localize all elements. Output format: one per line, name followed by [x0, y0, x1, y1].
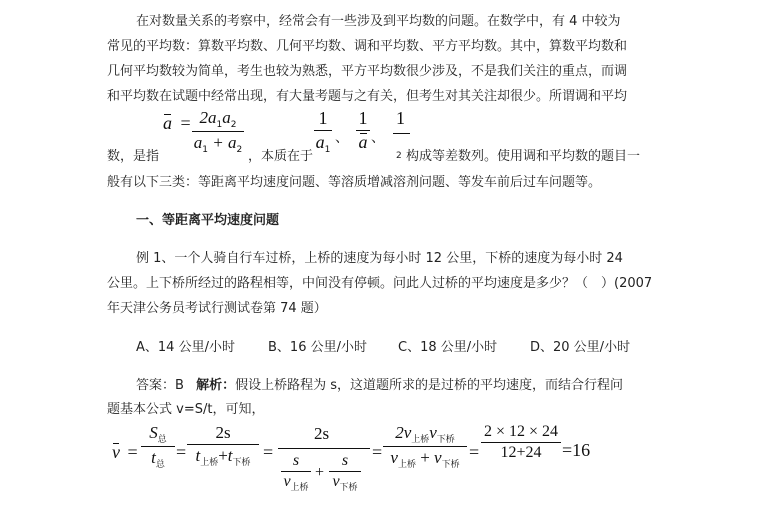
separator-2: 、	[371, 130, 385, 146]
formula-equals: =	[180, 113, 191, 133]
reciprocal-a2-subscript: 2	[396, 151, 402, 161]
reciprocal-a: 1 a	[356, 108, 370, 153]
formula-equals-3: =	[263, 442, 274, 462]
reciprocal-a1: 1 $a_1$	[315, 108, 331, 155]
formula-plus: +	[315, 464, 325, 481]
formula-numerator: $2a_1a_2$	[199, 108, 237, 130]
formula-complex-bar	[278, 448, 370, 449]
separator-1: 、	[335, 130, 349, 146]
formula-complex-numerator: 2s	[314, 424, 330, 443]
formula-denominator: $a_1 + a_2$	[193, 133, 243, 155]
formula-result: =16	[562, 440, 591, 460]
example-line-1: 例 1、一个人骑自行车过桥，上桥的速度为每小时 12 公里，下桥的速度为每小时 24	[136, 251, 623, 266]
formula-s-over-vup: s $v_{上桥}$	[281, 452, 311, 493]
intro-line-2: 常见的平均数：算数平均数、几何平均数、调和平均数、平方平均数。其中，算数平均数和	[107, 39, 628, 54]
answer-line-2: 题基本公式 v=S/t，可知，	[107, 402, 265, 417]
formula-2s-over-tsum: 2s $t_{上桥}+t_{下桥}$	[187, 423, 259, 468]
option-c: C、18 公里/小时	[398, 340, 498, 355]
intro-line-5-c: 构成等差数列。使用调和平均数的题目一	[406, 149, 641, 164]
example-line-3: 年天津公务员考试行测试卷第 74 题）	[107, 301, 327, 316]
intro-line-4: 和平均数在试题中经常出现，有大量考题与之有关，但考生对其关注却很少。所谓调和平均	[107, 89, 628, 104]
answer-label: 答案：B	[136, 378, 184, 393]
answer-text: 假设上桥路程为 s，这道题所求的是过桥的平均速度，而结合行程问	[235, 378, 623, 393]
formula-equals-4: =	[372, 442, 383, 462]
formula-harmonic-mean	[163, 113, 191, 134]
formula-s-over-t: $S_总$ $t_总$	[141, 423, 175, 470]
formula-numeric: 2 × 12 × 24 12+24	[481, 423, 561, 462]
formula-fraction	[192, 108, 244, 155]
option-b: B、16 公里/小时	[268, 340, 367, 355]
formula-equals-2: =	[176, 442, 187, 462]
formula-equals-5: =	[469, 442, 480, 462]
intro-line-5-a: 数，是指	[107, 149, 160, 164]
intro-line-6: 般有以下三类：等距离平均速度问题、等溶质增减溶剂问题、等发车前后过车问题等。	[107, 175, 602, 190]
intro-line-5-b: ，本质在于	[248, 149, 314, 164]
fraction-bar	[192, 131, 244, 132]
reciprocal-a2-numerator: 1	[396, 108, 405, 128]
option-a: A、14 公里/小时	[136, 340, 235, 355]
formula-harmonic-velocity: $2v_{上桥}v_{下桥}$ $v_{上桥} + v_{下桥}$	[383, 423, 467, 470]
formula-s-over-vdown: s $v_{下桥}$	[329, 452, 361, 493]
formula-velocity: v =	[112, 442, 138, 462]
answer-line-1	[136, 375, 623, 397]
intro-line-1: 在对数量关系的考察中，经常会有一些涉及到平均数的问题。在数学中，有 4 中较为	[136, 14, 621, 29]
formula-mean-symbol: a	[163, 113, 172, 133]
analysis-label: 解析：	[196, 378, 236, 393]
section-heading: 一、等距离平均速度问题	[136, 213, 280, 228]
option-d: D、20 公里/小时	[530, 340, 631, 355]
reciprocal-a2-bar	[393, 133, 410, 134]
example-line-2: 公里。上下桥所经过的路程相等，中间没有停顿。问此人过桥的平均速度是多少？（ ）(2007	[107, 276, 653, 291]
intro-line-3: 几何平均数较为简单，考生也较为熟悉，平方平均数很少涉及，不是我们关注的重点，而调	[107, 64, 628, 79]
